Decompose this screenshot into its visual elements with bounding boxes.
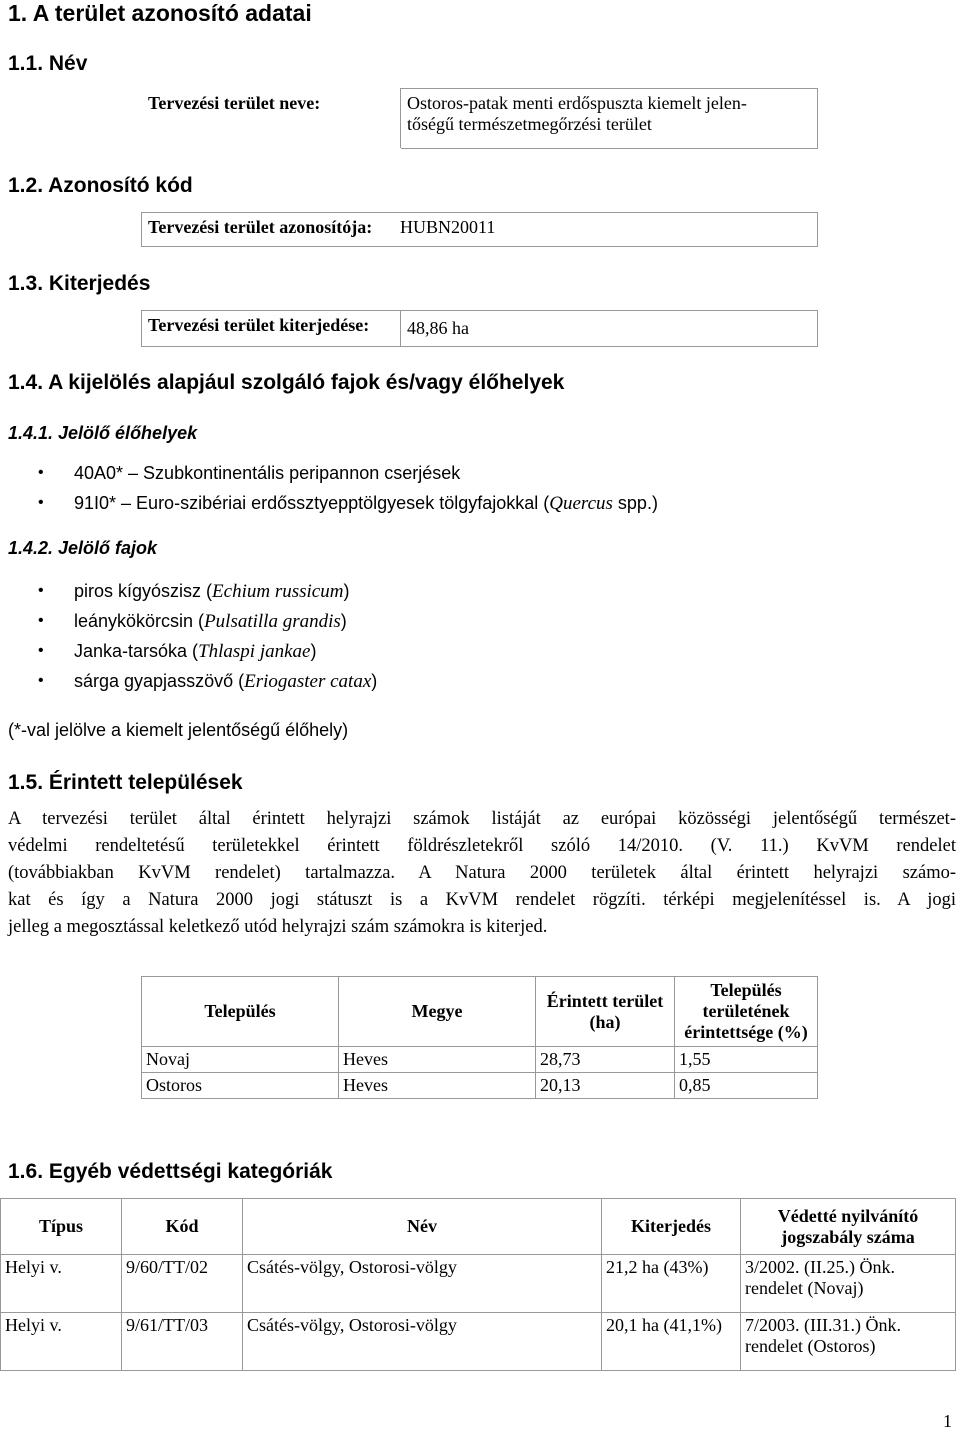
settlements-header-cell: Település területének érintettsége (%) [675, 977, 818, 1047]
protection-table [0, 1198, 956, 1371]
protection-header-cell: Név [243, 1199, 602, 1255]
section-1-3-title: 1.3. Kiterjedés [8, 272, 151, 295]
list-item: • 91I0* – Euro-szibériai erdőssztyepptölgyesek tölgyfajokkal (Quercus spp.) [38, 493, 658, 514]
paragraph-line: kat és így a Natura 2000 jogi státuszt is a KvVM rendelet rögzíti. térképi megjelenítéssel is. A jogi [8, 890, 956, 910]
code-value: HUBN20011 [394, 213, 818, 247]
settlements-header-cell: Település [142, 977, 339, 1047]
name-value-line-2: tőségű természetmegőrzési terület [407, 114, 652, 134]
list-item: • Janka-tarsóka (Thlaspi jankae) [38, 641, 317, 662]
protection-header-cell: Kiterjedés [602, 1199, 741, 1255]
habitat-list [38, 458, 658, 518]
protection-header-cell: Típus [1, 1199, 122, 1255]
paragraph-line: védelmi rendeltetésű területekkel érintett földrészletekről szóló 14/2010. (V. 11.) KvVM rendelet [8, 836, 956, 856]
extent-value: 48,86 ha [401, 311, 818, 347]
table-row: Ostoros Heves 20,13 0,85 [142, 1073, 818, 1099]
section-1-5-title: 1.5. Érintett települések [8, 771, 243, 794]
protection-header-cell: Védetté nyilvánító jogszabály száma [741, 1199, 956, 1255]
settlements-table [141, 976, 818, 1099]
paragraph-line: (továbbiakban KvVM rendelet) tartalmazza. A Natura 2000 területek által érintett helyrajzi számo- [8, 863, 956, 883]
list-item: • piros kígyószisz (Echium russicum) [38, 581, 350, 602]
section-1-4-title: 1.4. A kijelölés alapjául szolgáló fajok és/vagy élőhelyek [8, 371, 565, 394]
page-number: 1 [943, 1411, 952, 1431]
section-1-4-1-title: 1.4.1. Jelölő élőhelyek [8, 423, 198, 443]
section-1-5-paragraph [8, 806, 956, 941]
extent-table [141, 310, 818, 347]
paragraph-line: A tervezési terület által érintett helyrajzi számok listáját az európai közösségi jelentőségű természet- [8, 809, 956, 829]
name-table [141, 88, 818, 149]
species-list [38, 576, 377, 696]
code-table [141, 212, 818, 247]
extent-label: Tervezési terület kiterjedése: [142, 311, 401, 347]
table-row: Helyi v. 9/60/TT/02 Csátés-völgy, Ostorosi-völgy 21,2 ha (43%) 3/2002. (II.25.) Önk. rendelet (Novaj) [1, 1255, 956, 1313]
section-1-6-title: 1.6. Egyéb védettségi kategóriák [8, 1160, 333, 1183]
name-value [401, 89, 818, 149]
section-1-2-title: 1.2. Azonosító kód [8, 174, 193, 197]
paragraph-line: jelleg a megosztással keletkező utód helyrajzi szám számokra is kiterjed. [8, 917, 548, 937]
section-1-title: 1. A terület azonosító adatai [8, 0, 312, 26]
habitat-note: (*-val jelölve a kiemelt jelentőségű élőhely) [8, 720, 349, 740]
protection-header-cell: Kód [122, 1199, 243, 1255]
section-1-4-2-title: 1.4.2. Jelölő fajok [8, 538, 158, 558]
table-row: Helyi v. 9/61/TT/03 Csátés-völgy, Ostorosi-völgy 20,1 ha (41,1%) 7/2003. (III.31.) Önk. rendelet (Ostoros) [1, 1313, 956, 1371]
table-row: Novaj Heves 28,73 1,55 [142, 1047, 818, 1073]
code-label: Tervezési terület azonosítója: [142, 213, 395, 247]
list-item: • sárga gyapjasszövő (Eriogaster catax) [38, 671, 378, 692]
section-1-1-title: 1.1. Név [8, 52, 88, 75]
name-label: Tervezési terület neve: [142, 89, 401, 149]
name-value-line-1: Ostoros-patak menti erdőspuszta kiemelt jelen- [407, 93, 747, 113]
list-item: • 40A0* – Szubkontinentális peripannon cserjések [38, 463, 461, 483]
settlements-header-cell: Megye [339, 977, 536, 1047]
settlements-header-cell: Érintett terület (ha) [536, 977, 675, 1047]
list-item: • leánykökörcsin (Pulsatilla grandis) [38, 611, 347, 632]
